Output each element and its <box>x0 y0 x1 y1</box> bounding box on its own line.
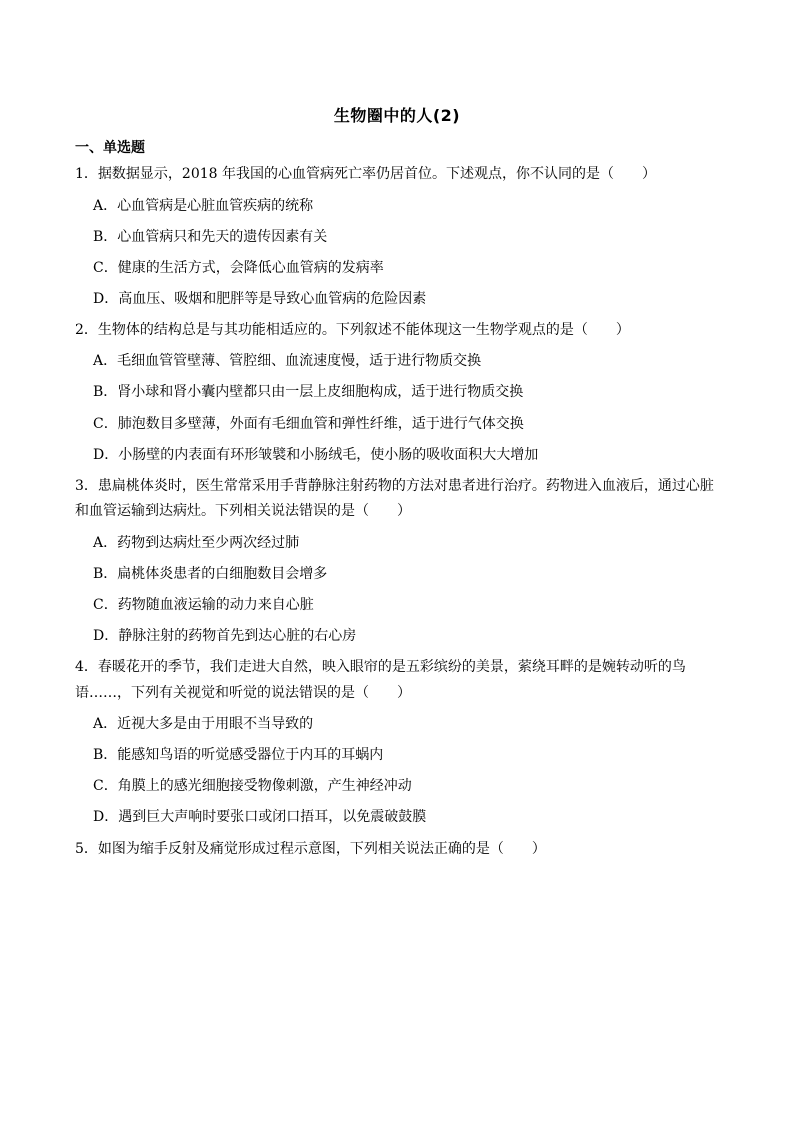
option-a: A．毛细血管管壁薄、管腔细、血流速度慢，适于进行物质交换 <box>93 353 482 370</box>
option-c: C．肺泡数目多壁薄，外面有毛细血管和弹性纤维，适于进行气体交换 <box>93 415 524 432</box>
question-list <box>75 162 725 868</box>
option-d: D．小肠壁的内表面有环形皱襞和小肠绒毛，使小肠的吸收面积大大增加 <box>93 446 539 463</box>
question-3 <box>75 474 725 650</box>
page-title: 生物圈中的人(2) <box>333 106 461 125</box>
option-d: D．静脉注射的药物首先到达心脏的右心房 <box>93 628 357 645</box>
option-d: D．遇到巨大声响时要张口或闭口捂耳，以免震破鼓膜 <box>93 809 427 826</box>
option-b: B．扁桃体炎患者的白细胞数目会增多 <box>93 565 328 582</box>
option-a: A．药物到达病灶至少两次经过肺 <box>93 534 300 551</box>
question-2 <box>75 318 725 468</box>
option-c: C．健康的生活方式，会降低心血管病的发病率 <box>93 259 384 276</box>
option-c: C．角膜上的感光细胞接受物像刺激，产生神经冲动 <box>93 778 412 795</box>
question-stem: 3．患扁桃体炎时，医生常常采用手背静脉注射药物的方法对患者进行治疗。药物进入血液后，通过心脏和血管运输到达病灶。下列相关说法错误的是（ ） <box>75 477 714 520</box>
question-1 <box>75 162 725 312</box>
option-b: B．能感知鸟语的听觉感受器位于内耳的耳蜗内 <box>93 747 384 764</box>
question-stem: 5．如图为缩手反射及痛觉形成过程示意图，下列相关说法正确的是（ ） <box>75 840 546 857</box>
question-stem: 1．据数据显示，2018 年我国的心血管病死亡率仍居首位。下述观点，你不认同的是（ ） <box>75 166 656 182</box>
option-b: B．心血管病只和先天的遗传因素有关 <box>93 228 328 245</box>
question-4 <box>75 655 725 831</box>
question-stem: 4．春暖花开的季节，我们走进大自然，映入眼帘的是五彩缤纷的美景，萦绕耳畔的是婉转动听的鸟语……，下列有关视觉和听觉的说法错误的是（ ） <box>75 659 686 701</box>
section-heading: 一、单选题 <box>75 140 145 156</box>
option-b: B．肾小球和肾小囊内壁都只由一层上皮细胞构成，适于进行物质交换 <box>93 384 524 401</box>
question-stem: 2．生物体的结构总是与其功能相适应的。下列叙述不能体现这一生物学观点的是（ ） <box>75 321 630 338</box>
option-a: A．近视大多是由于用眼不当导致的 <box>93 716 314 733</box>
option-c: C．药物随血液运输的动力来自心脏 <box>93 596 314 613</box>
option-d: D．高血压、吸烟和肥胖等是导致心血管病的危险因素 <box>93 290 427 307</box>
question-5 <box>75 837 725 863</box>
option-a: A．心血管病是心脏血管疾病的统称 <box>93 197 314 214</box>
